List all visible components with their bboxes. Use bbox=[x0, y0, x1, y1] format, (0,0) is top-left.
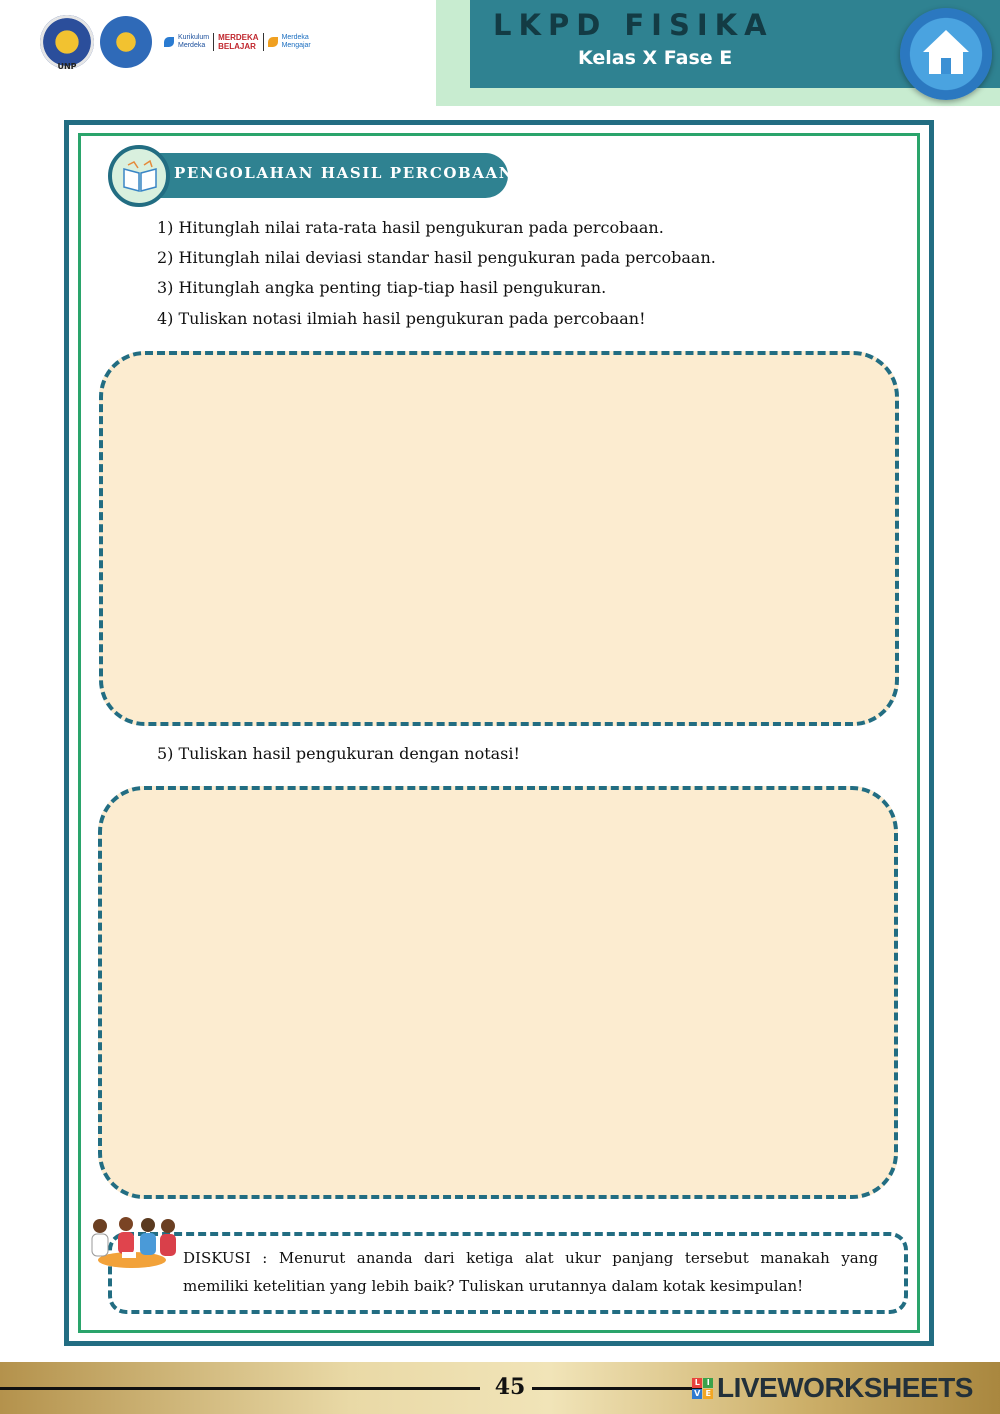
discussion-line-2: memiliki ketelitian yang lebih baik? Tuliskan urutannya dalam kotak kesimpulan! bbox=[183, 1277, 804, 1295]
merdeka-mengajar-line-2: Mengajar bbox=[281, 42, 311, 49]
students-discussion-icon bbox=[86, 1216, 178, 1270]
home-button[interactable] bbox=[900, 8, 992, 100]
footer-rule-right bbox=[532, 1387, 702, 1390]
section-title: PENGOLAHAN HASIL PERCOBAAN bbox=[174, 164, 515, 182]
page-subtitle: Kelas X Fase E bbox=[578, 47, 733, 69]
merdeka-belajar-line-2: BELAJAR bbox=[218, 42, 256, 51]
lw-grid-v: V bbox=[692, 1389, 702, 1399]
merdeka-mengajar-line-1: Merdeka bbox=[281, 34, 309, 41]
kurikulum-line-2: Merdeka bbox=[178, 42, 206, 49]
open-book-icon bbox=[120, 159, 160, 195]
liveworksheets-text: LIVEWORKSHEETS bbox=[717, 1372, 973, 1403]
task-3: 3) Hitunglah angka penting tiap-tiap hasil pengukuran. bbox=[157, 278, 607, 297]
discussion-text bbox=[183, 1244, 878, 1300]
page-number: 45 bbox=[494, 1374, 526, 1400]
university-seal-logo bbox=[40, 15, 94, 69]
answer-box-2[interactable] bbox=[98, 786, 898, 1199]
task-1: 1) Hitunglah nilai rata-rata hasil pengukuran pada percobaan. bbox=[157, 218, 664, 237]
lw-grid-e: E bbox=[703, 1389, 713, 1399]
brand-logos bbox=[164, 33, 311, 51]
merdeka-mengajar-icon bbox=[268, 37, 278, 47]
kurikulum-line-1: Kurikulum bbox=[178, 34, 210, 41]
page-title: LKPD FISIKA bbox=[493, 8, 774, 42]
liveworksheets-watermark[interactable] bbox=[692, 1372, 973, 1404]
answer-box-1[interactable] bbox=[99, 351, 899, 726]
section-icon-badge bbox=[108, 145, 170, 207]
merdeka-belajar-line-1: MERDEKA bbox=[218, 33, 259, 42]
kurikulum-merdeka-icon bbox=[164, 37, 174, 47]
task-5: 5) Tuliskan hasil pengukuran dengan notasi! bbox=[157, 744, 520, 763]
task-4: 4) Tuliskan notasi ilmiah hasil pengukuran pada percobaan! bbox=[157, 309, 646, 328]
footer-rule-left bbox=[0, 1387, 480, 1390]
task-2: 2) Hitunglah nilai deviasi standar hasil pengukuran pada percobaan. bbox=[157, 248, 716, 267]
university-seal-text: UNP bbox=[57, 62, 77, 71]
kurikulum-merdeka-logo bbox=[178, 34, 209, 50]
discussion-line-1: DISKUSI : Menurut ananda dari ketiga alat ukur panjang tersebut manakah yang bbox=[183, 1249, 878, 1267]
ministry-seal-logo bbox=[100, 16, 152, 68]
lw-grid-l: L bbox=[692, 1378, 702, 1388]
merdeka-mengajar-logo bbox=[282, 34, 311, 50]
home-icon bbox=[921, 28, 971, 76]
merdeka-belajar-logo bbox=[213, 33, 263, 51]
lw-grid-i: I bbox=[703, 1378, 713, 1388]
logo-strip bbox=[40, 12, 311, 72]
liveworksheets-logo-icon bbox=[692, 1378, 713, 1399]
